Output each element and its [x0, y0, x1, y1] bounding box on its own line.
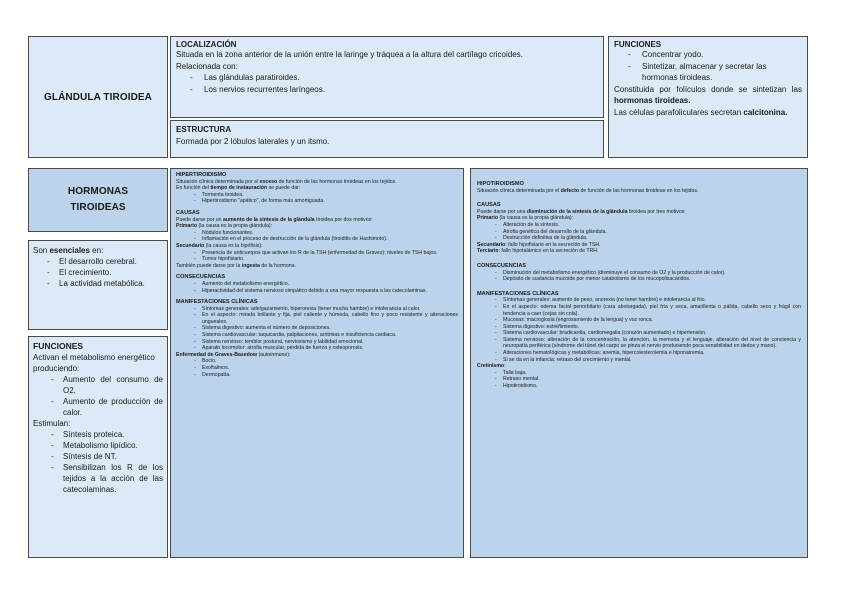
hipo-primario-item: - Atrofia genética del desarrollo de la glándula. [503, 229, 801, 236]
hipo-manif-item: - Sistema cardiovascular: bradicardia, cardiomegalia (corazón aumentado) e hipertensión. [503, 330, 801, 337]
hipo-cretinismo-item: - Talla baja. [503, 370, 801, 377]
hipo-primario-post: (la causa es la propia glándula): [498, 215, 574, 222]
hipo-consec-item: - Depósito de sustancia mucoide por menor catabolismo de los mucopolisacáridos. [503, 276, 801, 283]
hiper-manif-heading: MANIFESTACIONES CLÍNICAS [176, 299, 258, 306]
funciones-top-heading: FUNCIONES [614, 40, 662, 49]
hipo-terciario: Terciario [477, 248, 499, 255]
hiper-consec-item: - Hiperactividad del sistema nervioso simpático debido a una mayor respuesta a las catecolaminas. [202, 288, 458, 295]
hipo-manif-item: - Alteraciones hematológicas y metabólicas: anemia, hipercolesterolemia e hiponatremia. [503, 350, 801, 357]
funciones-top-p2: Las células parafoliculares secretan [614, 107, 744, 117]
hipo-manif-item: - Sistema nervioso: alteración de la concentración, la atención, la memoria y el lenguaje, alteración del nivel de conciencia y neuropatía periférica (síndrome del túnel del carpo se pinza el nervio produciendo poca sensibilidad en dedos y mano). [503, 337, 801, 350]
funciones-left-item: - Síntesis proteica. [63, 429, 163, 440]
hiper-graves-item: - Dermopatía. [202, 372, 458, 379]
hiper-ingesta-post: de la hormona. [259, 262, 296, 269]
hipo-consec-heading: CONSECUENCIAS [477, 262, 527, 269]
funciones-left-box [28, 336, 168, 558]
hiper-manif-item: - Aparato locomotor: atrofia muscular, pérdida de fuerza y osteoporosis. [202, 345, 458, 352]
hiper-tiempo-item: - Hipertiroidismo "apático", de forma más amortiguada. [202, 198, 458, 205]
hipo-def-bold: defecto [560, 187, 580, 194]
hiper-manif-item: - Sistema nervioso: temblor postural, nerviosismo y labilidad emocional. [202, 339, 458, 346]
estructura-heading: ESTRUCTURA [176, 125, 232, 134]
funciones-top-p1-bold: hormonas tiroideas. [614, 96, 691, 105]
hipo-secundario: Secundario [477, 241, 506, 248]
hiper-tiempo-bold: tiempo de instauración [210, 185, 268, 192]
hiper-primario-post: (la causa es la propia glándula): [197, 223, 273, 230]
esenciales-box [28, 240, 168, 330]
funciones-left-item: - Síntesis de NT. [63, 451, 163, 462]
hiper-def-post: de función de las hormonas tiroideas en los tejidos. [277, 178, 397, 185]
localizacion-item: - Los nervios recurrentes laríngeos. [204, 84, 598, 96]
hipo-secundario-post: : fallo hipofisiario en la secreción de TSH. [505, 241, 601, 248]
hiper-primario: Primario [176, 223, 198, 230]
hiper-manif-item: - Síntomas generales: adelgazamiento, hiperorexia (tener mucha hambre) e intolerancia al calor. [202, 306, 458, 313]
hipo-manif-item: - Síntomas generales: aumento de peso, anorexia (no tener hambre) e intolerancia al frío. [503, 297, 801, 304]
hipo-cretinismo-item: - Hipotiroidismo. [503, 383, 801, 390]
hiper-graves-item: - Exoftalmos. [202, 365, 458, 372]
hiper-tiempo-item: - Tormenta tiroidea. [202, 192, 458, 199]
esenciales-item: - El crecimiento. [59, 267, 163, 278]
hormonas-title: HORMONAS TIROIDEAS [67, 186, 129, 213]
hipo-manif-item: - Mucosas: macroglosia (engrosamiento de la lengua) y voz ronca. [503, 317, 801, 324]
hipo-manif-item: - Sistema digestivo: estreñimiento. [503, 324, 801, 331]
hipo-manif-heading: MANIFESTACIONES CLÍNICAS [477, 290, 559, 297]
hipo-causas-bold: disminución de la síntesis de la glándula [526, 208, 628, 215]
hiper-secundario-post: (la causa es la hipófisis): [204, 242, 263, 249]
hiper-primario-item: - Inflamación en el proceso de destrucción de la glándula (tiroiditis de Hashimoto). [202, 236, 458, 243]
hiper-heading: HIPERTIROIDISMO [176, 172, 227, 178]
hiper-manif-item: - Sistema cardiovascular: taquicardia, palpitaciones, arritmias e insuficiencia cardiaca. [202, 332, 458, 339]
hiper-tiempo-post: se puede dar: [267, 185, 301, 192]
funciones-top-p1: Constituida por folículos donde se sintetizan las [614, 84, 802, 94]
hipo-primario-item: - Destrucción definitiva de la glándula. [503, 235, 801, 242]
localizacion-heading: LOCALIZACIÓN [176, 40, 237, 49]
hiper-graves-item: - Bocio. [202, 358, 458, 365]
hipo-manif-item: - Si se da en la infancia: retraso del crecimiento y mental. [503, 357, 801, 364]
esenciales-post: en: [89, 246, 104, 255]
funciones-left-item: - Aumento del consumo de O2. [63, 374, 163, 396]
hiper-secundario-item: - Tumor hipofisiario. [202, 256, 458, 263]
hipo-primario: Primario [477, 215, 499, 222]
hiper-manif-item: - En el aspecto: mirada brillante y fija, piel caliente y húmeda, cabello fino y poco resistente y alteraciones ungueales. [202, 312, 458, 325]
funciones-left-item: - Sensibilizan los R de los tejidos a la acción de las catecolaminas. [63, 462, 163, 495]
hipo-consec-item: - Disminución del metabolismo energético (disminuye el consumo de O2 y la producción de calor). [503, 270, 801, 277]
hipo-primario-item: - Alteración de la síntesis. [503, 222, 801, 229]
esenciales-item: - El desarrollo cerebral. [59, 256, 163, 267]
hipotiroidismo-box [470, 168, 808, 558]
hipo-def-post: de función de las hormonas tiroideas en los tejidos. [579, 187, 699, 194]
hormonas-title-box [28, 168, 168, 232]
hiper-secundario-item: - Presencia de anticuerpos que activan los R de la TSH (enfermedad de Graves): niveles de TSH bajos. [202, 250, 458, 257]
localizacion-text1: Situada en la zona anterior de la unión entre la laringe y tráquea a la altura del cartílago cricoides. [176, 50, 523, 59]
hiper-tiempo: En función del [176, 185, 211, 192]
hipo-terciario-post: : fallo hipotalámico en la secreción de TRH. [498, 248, 599, 255]
hiper-def-bold: exceso [259, 178, 278, 185]
funciones-top-box [608, 36, 808, 158]
funciones-top-item: - Sintetizar, almacenar y secretar las hormonas tiroideas. [642, 61, 802, 84]
hipo-causas-heading: CAUSAS [477, 202, 501, 209]
hiper-causas: Puede darse por un [176, 216, 224, 223]
hiper-manif-item: - Sistema digestivo: aumenta el número de deposiciones. [202, 325, 458, 332]
funciones-left-intro2: Estimulan: [33, 419, 71, 428]
hiper-def: Situación clínica determinada por el [176, 178, 260, 185]
hiper-ingesta: También puede darse por la [176, 262, 242, 269]
hiper-graves: Enfermedad de Graves-Basedow [176, 351, 258, 358]
hiper-consec-heading: CONSECUENCIAS [176, 274, 226, 281]
hipo-causas: Puede darse por una [477, 208, 527, 215]
hipo-causas-post: tiroidea por tres motivos: [627, 208, 686, 215]
esenciales-item: - La actividad metabólica. [59, 278, 163, 289]
funciones-top-item: - Concentrar yodo. [642, 49, 802, 61]
esenciales-pre: Son [33, 246, 50, 255]
main-title: GLÁNDULA TIROIDEA [44, 91, 152, 103]
hiper-causas-heading: CAUSAS [176, 209, 200, 216]
hiper-consec-item: - Aumento del metabolismo energético. [202, 281, 458, 288]
localizacion-item: - Las glándulas paratiroides. [204, 72, 598, 84]
estructura-box [170, 120, 604, 158]
hipo-def: Situación clínica determinada por el [477, 187, 561, 194]
esenciales-bold: esenciales [49, 246, 90, 255]
hipo-manif-item: - En el aspecto: edema facial periorbitario (cara abotargada), piel fría y seca, amarillenta o pálida, cabello seco y frágil con tendencia a caer (cejas sin cola). [503, 304, 801, 317]
hipo-heading: HIPOTIROIDISMO [477, 181, 524, 187]
hiper-primario-item: - Nódulos funcionantes. [202, 230, 458, 237]
hipo-cretinismo-item: - Retraso mental. [503, 376, 801, 383]
hiper-graves-post: (autoinmune): [257, 351, 291, 358]
funciones-left-item: - Aumento de producción de calor. [63, 396, 163, 418]
hipertiroidismo-box [170, 168, 464, 558]
funciones-left-heading: FUNCIONES [33, 341, 84, 351]
hipo-cretinismo: Cretinismo [477, 363, 505, 370]
funciones-top-p2-bold: calcitonina. [743, 107, 788, 117]
hiper-causas-post: tiroidea por dos motivos: [314, 216, 373, 223]
localizacion-text2: Relacionada con: [176, 61, 238, 71]
hiper-causas-bold: aumento de la síntesis de la glándula [223, 216, 315, 223]
hipo-cretinismo-post: : [504, 363, 506, 370]
hiper-secundario: Secundario [176, 242, 205, 249]
hiper-ingesta-bold: ingesta [241, 262, 260, 269]
localizacion-box [170, 36, 604, 118]
funciones-left-item: - Metabolismo lipídico. [63, 440, 163, 451]
title-box [28, 36, 168, 158]
funciones-left-intro: Activan el metabolismo energético produciendo: [33, 353, 155, 373]
estructura-text: Formada por 2 lóbulos laterales y un itsmo. [176, 137, 330, 146]
